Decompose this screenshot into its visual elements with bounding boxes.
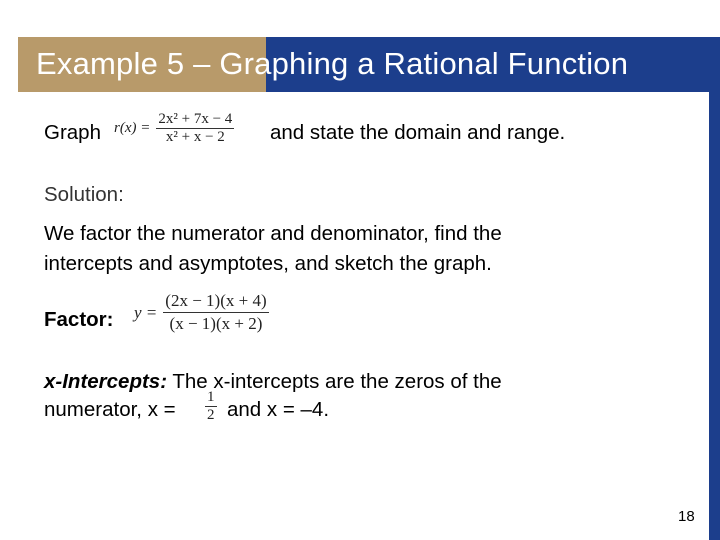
prompt-line xyxy=(44,121,101,145)
slide-title: Example 5 – Graphing a Rational Function xyxy=(36,46,629,81)
factor-expression xyxy=(134,290,269,335)
factor-label: Factor: xyxy=(44,308,114,331)
x-intercepts-line-1 xyxy=(44,370,502,394)
solution-label: Solution: xyxy=(44,183,124,206)
function-denominator: x² + x − 2 xyxy=(165,129,225,145)
function-fraction xyxy=(156,111,234,146)
factor-lhs: y = xyxy=(134,302,158,322)
right-accent-bar xyxy=(709,92,720,540)
x-intercepts-line-2-b: and x = –4. xyxy=(227,398,330,421)
prompt-tail: and state the domain and range. xyxy=(270,121,566,144)
factor-denominator: (x − 1)(x + 2) xyxy=(169,314,263,333)
x-intercepts-label: x-Intercepts: xyxy=(44,370,168,393)
half-denominator: 2 xyxy=(207,407,215,423)
x-intercepts-text: The x-intercepts are the zeros of the xyxy=(172,370,502,393)
factor-fraction xyxy=(163,290,268,335)
function-lhs: r(x) = xyxy=(114,120,151,136)
solution-line-2: intercepts and asymptotes, and sketch the graph. xyxy=(44,252,492,275)
half-numerator: 1 xyxy=(207,389,215,405)
solution-line-1: We factor the numerator and denominator, find the xyxy=(44,222,502,245)
half-fraction xyxy=(205,389,217,424)
function-numerator: 2x² + 7x − 4 xyxy=(158,111,233,127)
factor-numerator: (2x − 1)(x + 4) xyxy=(165,291,267,310)
graph-word: Graph xyxy=(44,121,101,144)
page-number: 18 xyxy=(678,508,695,525)
x-intercepts-line-2-a: numerator, x = xyxy=(44,398,176,421)
prompt-function xyxy=(114,111,234,146)
